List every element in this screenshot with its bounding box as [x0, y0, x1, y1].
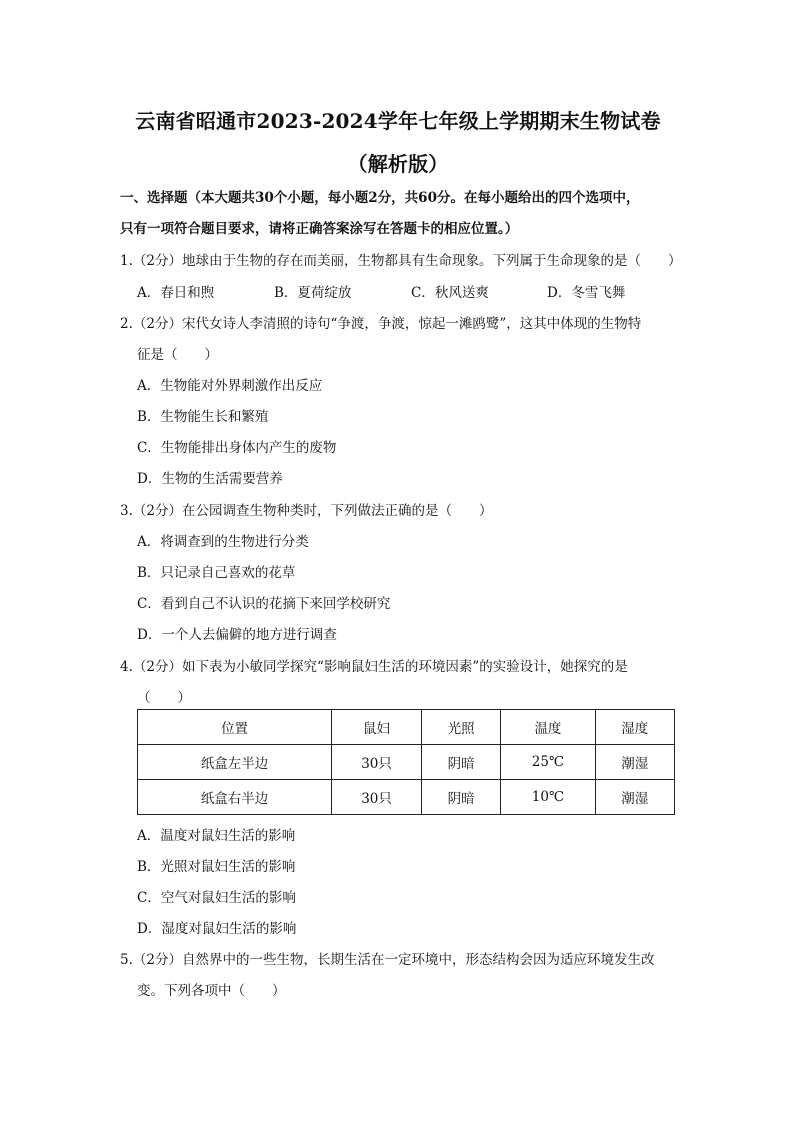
question-2-stem-line-2: 征是（ ） — [137, 347, 218, 363]
experiment-table — [137, 709, 675, 815]
question-4-stem-line-1: 4.（2分）如下表为小敏同学探究“影响鼠妇生活的环境因素”的实验设计，她探究的是 — [120, 659, 628, 675]
table-header-cell: 鼠妇 — [332, 710, 422, 745]
question-4-option-a[interactable]: A．温度对鼠妇生活的影响 — [137, 828, 296, 844]
question-4-option-d[interactable]: D．湿度对鼠妇生活的影响 — [137, 921, 297, 937]
table-cell: 30只 — [332, 780, 422, 815]
question-5-stem-line-1: 5.（2分）自然界中的一些生物，长期生活在一定环境中，形态结构会因为适应环境发生改 — [120, 952, 655, 968]
table-cell: 10℃ — [501, 780, 595, 815]
section-instructions-line-2: 只有一项符合题目要求，请将正确答案涂写在答题卡的相应位置。） — [120, 221, 519, 237]
question-3-option-d[interactable]: D．一个人去偏僻的地方进行调查 — [137, 627, 337, 643]
question-1-option-b[interactable]: B．夏荷绽放 — [274, 285, 352, 301]
table-cell: 纸盒右半边 — [138, 780, 332, 815]
table-cell: 30只 — [332, 745, 422, 780]
question-3-option-a[interactable]: A．将调查到的生物进行分类 — [137, 534, 309, 550]
question-4-option-b[interactable]: B．光照对鼠妇生活的影响 — [137, 859, 296, 875]
question-4-stem-line-2: （ ） — [137, 690, 191, 706]
section-instructions-line-1: 一、选择题（本大题共30个小题，每小题2分，共60分。在每小题给出的四个选项中， — [120, 190, 640, 206]
question-2-option-d[interactable]: D．生物的生活需要营养 — [137, 471, 283, 487]
table-cell: 潮湿 — [595, 780, 674, 815]
question-2-option-b[interactable]: B．生物能生长和繁殖 — [137, 409, 269, 425]
question-1-option-c[interactable]: C．秋风送爽 — [411, 285, 489, 301]
question-1-stem: 1.（2分）地球由于生物的存在而美丽，生物都具有生命现象。下列属于生命现象的是（ ） — [120, 253, 682, 269]
table-cell: 纸盒左半边 — [138, 745, 332, 780]
question-2-stem-line-1: 2.（2分）宋代女诗人李清照的诗句“争渡，争渡，惊起一滩鸥鹭”，这其中体现的生物特 — [120, 316, 642, 332]
question-4-option-c[interactable]: C．空气对鼠妇生活的影响 — [137, 890, 296, 906]
table-header-cell: 位置 — [138, 710, 332, 745]
table-row — [138, 780, 675, 815]
table-cell: 潮湿 — [595, 745, 674, 780]
table-cell: 阴暗 — [421, 745, 500, 780]
question-3-option-b[interactable]: B．只记录自己喜欢的花草 — [137, 565, 296, 581]
question-1-option-a[interactable]: A．春日和煦 — [137, 285, 215, 301]
table-cell: 25℃ — [501, 745, 595, 780]
page-title: 云南省昭通市2023-2024学年七年级上学期期末生物试卷（解析版） — [135, 109, 661, 176]
table-header-cell: 温度 — [501, 710, 595, 745]
table-row — [138, 745, 675, 780]
question-3-option-c[interactable]: C．看到自己不认识的花摘下来回学校研究 — [137, 596, 391, 612]
table-header-row — [138, 710, 675, 745]
question-5-stem-line-2: 变。下列各项中（ ） — [137, 983, 286, 999]
question-2-option-a[interactable]: A．生物能对外界刺激作出反应 — [137, 378, 323, 394]
question-1-option-d[interactable]: D．冬雪飞舞 — [547, 285, 626, 301]
question-2-option-c[interactable]: C．生物能排出身体内产生的废物 — [137, 440, 337, 456]
table-header-cell: 湿度 — [595, 710, 674, 745]
table-cell: 阴暗 — [421, 780, 500, 815]
question-3-stem: 3.（2分）在公园调查生物种类时，下列做法正确的是（ ） — [120, 503, 493, 519]
table-header-cell: 光照 — [421, 710, 500, 745]
